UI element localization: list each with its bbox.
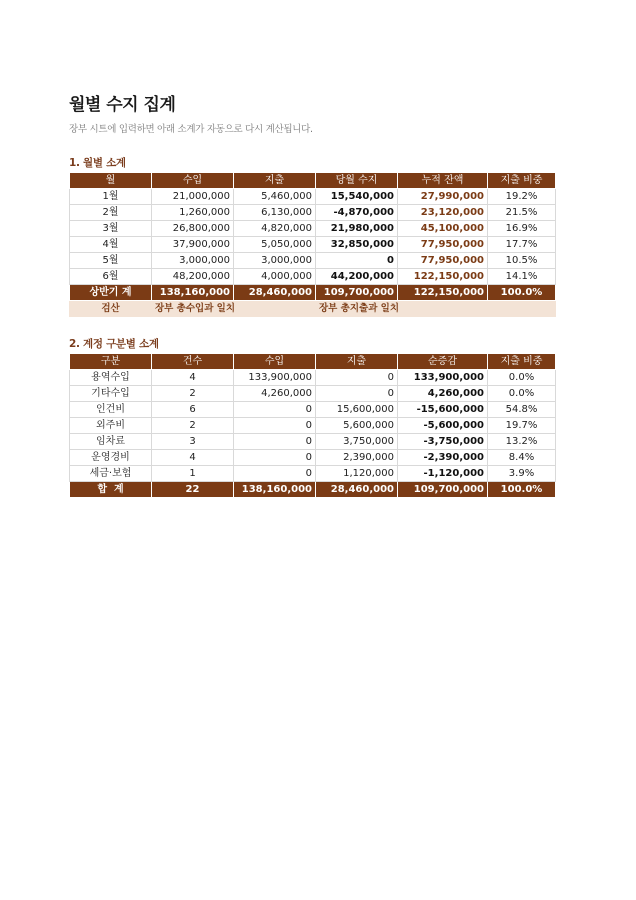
column-header: 건수 xyxy=(152,354,234,370)
monthly-total-row xyxy=(70,285,556,301)
cumulative-cell: 77,950,000 xyxy=(398,237,488,253)
column-header: 지출 xyxy=(234,173,316,189)
month-cell: 1월 xyxy=(70,189,152,205)
column-header: 구분 xyxy=(70,354,152,370)
ratio-cell: 16.9% xyxy=(488,221,556,237)
expense-cell: 1,120,000 xyxy=(316,466,398,482)
expense-cell: 5,600,000 xyxy=(316,418,398,434)
table-row xyxy=(70,450,556,466)
income-cell: 21,000,000 xyxy=(152,189,234,205)
income-cell: 133,900,000 xyxy=(234,370,316,386)
total-ratio: 100.0% xyxy=(488,482,556,498)
ratio-cell: 0.0% xyxy=(488,370,556,386)
total-net: 109,700,000 xyxy=(398,482,488,498)
income-cell: 37,900,000 xyxy=(152,237,234,253)
category-cell: 운영경비 xyxy=(70,450,152,466)
ratio-cell: 19.7% xyxy=(488,418,556,434)
total-net: 109,700,000 xyxy=(316,285,398,301)
month-cell: 3월 xyxy=(70,221,152,237)
category-cell: 기타수입 xyxy=(70,386,152,402)
table-row xyxy=(70,221,556,237)
monthly-section-heading: 1. 월별 소계 xyxy=(69,157,126,169)
cumulative-cell: 77,950,000 xyxy=(398,253,488,269)
expense-cell: 6,130,000 xyxy=(234,205,316,221)
ratio-cell: 19.2% xyxy=(488,189,556,205)
ratio-cell: 10.5% xyxy=(488,253,556,269)
income-cell: 1,260,000 xyxy=(152,205,234,221)
table-row xyxy=(70,418,556,434)
income-cell: 0 xyxy=(234,466,316,482)
category-cell: 인건비 xyxy=(70,402,152,418)
income-cell: 0 xyxy=(234,434,316,450)
report-page xyxy=(69,90,555,498)
net-cell: -2,390,000 xyxy=(398,450,488,466)
column-header: 순증감 xyxy=(398,354,488,370)
table-row xyxy=(70,434,556,450)
month-cell: 2월 xyxy=(70,205,152,221)
cumulative-cell: 23,120,000 xyxy=(398,205,488,221)
net-cell: -15,600,000 xyxy=(398,402,488,418)
net-cell: 15,540,000 xyxy=(316,189,398,205)
table-row xyxy=(70,370,556,386)
total-cumulative: 122,150,000 xyxy=(398,285,488,301)
column-header: 월 xyxy=(70,173,152,189)
table-row xyxy=(70,205,556,221)
total-expense: 28,460,000 xyxy=(234,285,316,301)
column-header: 당월 수지 xyxy=(316,173,398,189)
cumulative-cell: 27,990,000 xyxy=(398,189,488,205)
ratio-cell: 21.5% xyxy=(488,205,556,221)
net-cell: 44,200,000 xyxy=(316,269,398,285)
ratio-cell: 14.1% xyxy=(488,269,556,285)
page-title: 월별 수지 집계 xyxy=(69,95,176,115)
count-cell: 1 xyxy=(152,466,234,482)
count-cell: 4 xyxy=(152,450,234,466)
income-cell: 0 xyxy=(234,450,316,466)
expense-cell: 0 xyxy=(316,386,398,402)
net-cell: 21,980,000 xyxy=(316,221,398,237)
ratio-cell: 13.2% xyxy=(488,434,556,450)
count-cell: 3 xyxy=(152,434,234,450)
monthly-summary-table xyxy=(69,172,556,317)
total-income: 138,160,000 xyxy=(152,285,234,301)
check-income-note: 장부 총수입과 일치 xyxy=(152,301,316,317)
net-cell: -1,120,000 xyxy=(398,466,488,482)
expense-cell: 3,750,000 xyxy=(316,434,398,450)
month-cell: 6월 xyxy=(70,269,152,285)
expense-cell: 5,050,000 xyxy=(234,237,316,253)
page-subtitle: 장부 시트에 입력하면 아래 소계가 자동으로 다시 계산됩니다. xyxy=(69,124,313,135)
total-ratio: 100.0% xyxy=(488,285,556,301)
expense-cell: 4,000,000 xyxy=(234,269,316,285)
income-cell: 4,260,000 xyxy=(234,386,316,402)
net-cell: 133,900,000 xyxy=(398,370,488,386)
table-row xyxy=(70,189,556,205)
monthly-header-row xyxy=(70,173,556,189)
month-cell: 5월 xyxy=(70,253,152,269)
count-cell: 2 xyxy=(152,386,234,402)
net-cell: 0 xyxy=(316,253,398,269)
income-cell: 0 xyxy=(234,402,316,418)
net-cell: 32,850,000 xyxy=(316,237,398,253)
table-row xyxy=(70,386,556,402)
ratio-cell: 8.4% xyxy=(488,450,556,466)
income-cell: 0 xyxy=(234,418,316,434)
income-cell: 3,000,000 xyxy=(152,253,234,269)
total-income: 138,160,000 xyxy=(234,482,316,498)
check-label: 검산 xyxy=(70,301,152,317)
check-expense-note: 장부 총지출과 일치 xyxy=(316,301,556,317)
category-cell: 임차료 xyxy=(70,434,152,450)
income-cell: 26,800,000 xyxy=(152,221,234,237)
account-summary-table xyxy=(69,353,556,498)
cumulative-cell: 122,150,000 xyxy=(398,269,488,285)
net-cell: -5,600,000 xyxy=(398,418,488,434)
total-label: 합 계 xyxy=(70,482,152,498)
count-cell: 4 xyxy=(152,370,234,386)
net-cell: -3,750,000 xyxy=(398,434,488,450)
accounts-section-heading: 2. 계정 구분별 소계 xyxy=(69,338,159,350)
column-header: 지출 xyxy=(316,354,398,370)
accounts-total-row xyxy=(70,482,556,498)
table-row xyxy=(70,402,556,418)
net-cell: 4,260,000 xyxy=(398,386,488,402)
net-cell: -4,870,000 xyxy=(316,205,398,221)
ratio-cell: 0.0% xyxy=(488,386,556,402)
total-expense: 28,460,000 xyxy=(316,482,398,498)
expense-cell: 4,820,000 xyxy=(234,221,316,237)
category-cell: 세금·보험 xyxy=(70,466,152,482)
column-header: 수입 xyxy=(234,354,316,370)
column-header: 누적 잔액 xyxy=(398,173,488,189)
category-cell: 외주비 xyxy=(70,418,152,434)
total-label: 상반기 계 xyxy=(70,285,152,301)
table-row xyxy=(70,253,556,269)
cumulative-cell: 45,100,000 xyxy=(398,221,488,237)
count-cell: 2 xyxy=(152,418,234,434)
ratio-cell: 54.8% xyxy=(488,402,556,418)
category-cell: 용역수입 xyxy=(70,370,152,386)
income-cell: 48,200,000 xyxy=(152,269,234,285)
expense-cell: 5,460,000 xyxy=(234,189,316,205)
expense-cell: 15,600,000 xyxy=(316,402,398,418)
table-row xyxy=(70,237,556,253)
table-row xyxy=(70,269,556,285)
column-header: 지출 비중 xyxy=(488,354,556,370)
ratio-cell: 3.9% xyxy=(488,466,556,482)
expense-cell: 3,000,000 xyxy=(234,253,316,269)
column-header: 지출 비중 xyxy=(488,173,556,189)
accounts-header-row xyxy=(70,354,556,370)
expense-cell: 0 xyxy=(316,370,398,386)
month-cell: 4월 xyxy=(70,237,152,253)
total-count: 22 xyxy=(152,482,234,498)
expense-cell: 2,390,000 xyxy=(316,450,398,466)
column-header: 수입 xyxy=(152,173,234,189)
table-row xyxy=(70,466,556,482)
ratio-cell: 17.7% xyxy=(488,237,556,253)
count-cell: 6 xyxy=(152,402,234,418)
check-row xyxy=(70,301,556,317)
